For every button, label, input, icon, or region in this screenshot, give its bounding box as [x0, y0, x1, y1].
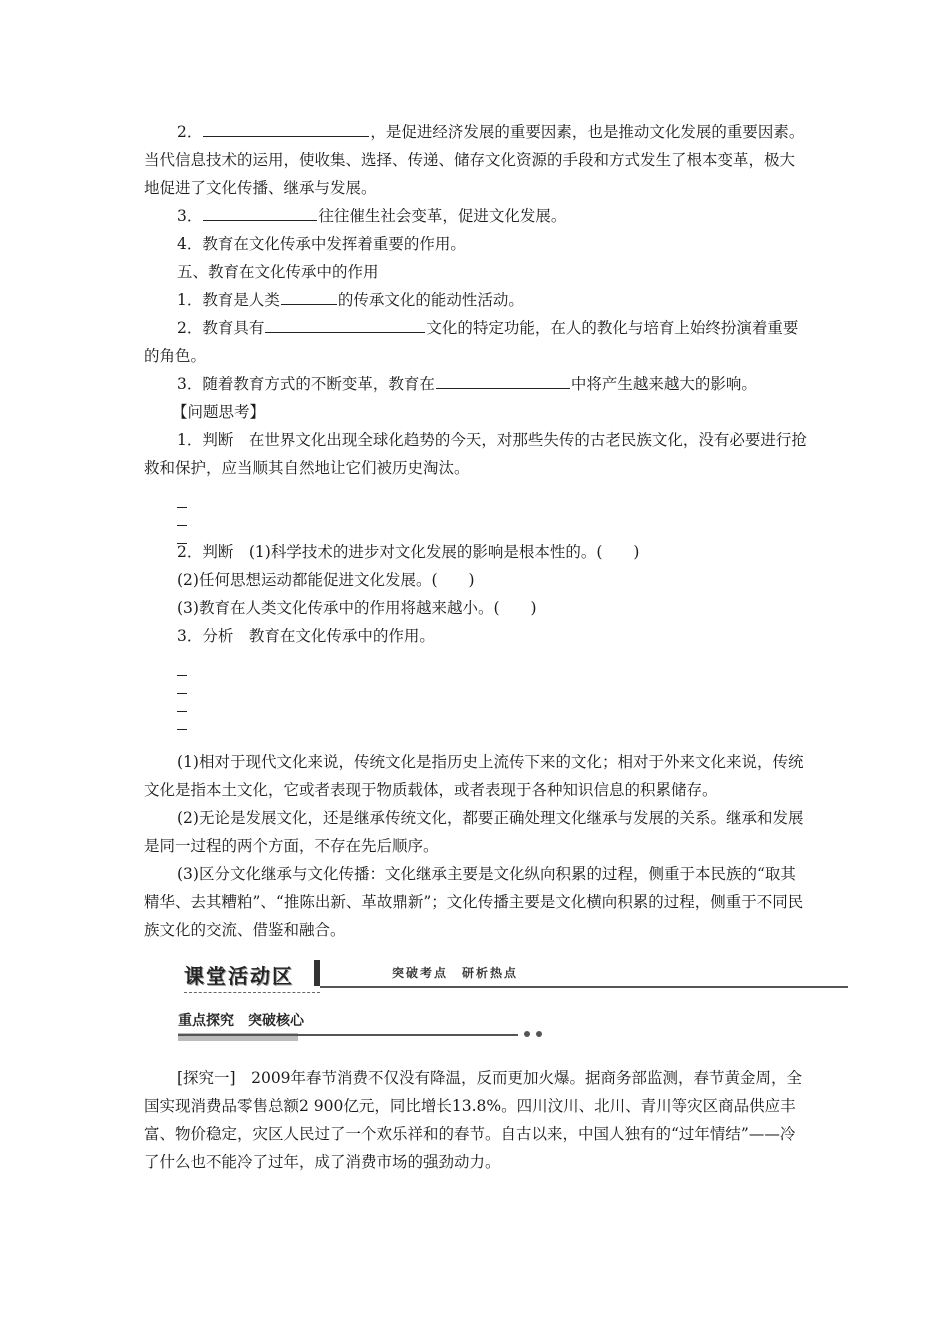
- sub-banner-rule: [178, 1034, 518, 1036]
- item-text: 3．随着教育方式的不断变革，教育在: [177, 375, 435, 393]
- item-text: ，是促进经济发展的重要因素，也是推动文化发展的重要因素。当代信息技术的运用，使收集、选择、传递、储存文化资源的手段和方式发生了根本变革，极大地促进了文化传播、继承与发展。: [144, 123, 805, 197]
- banner-title: 课堂活动区: [184, 964, 294, 988]
- note-3: (3)区分文化继承与文化传播：文化继承主要是文化纵向积累的过程，侧重于本民族的“取其精华、去其糟粕”、“推陈出新、革故鼎新”；文化传播主要是文化横向积累的过程，侧重于不同民族文化的交流、借鉴和融合。: [144, 865, 804, 939]
- fill-blank[interactable]: [265, 314, 425, 333]
- section-banner: [144, 958, 808, 998]
- question-3: 3．分析 教育在文化传承中的作用。: [177, 627, 435, 645]
- question-2: 2．判断 (1)科学技术的进步对文化发展的影响是根本性的。( ): [177, 543, 640, 561]
- s5-item2: [144, 314, 808, 370]
- fill-blank[interactable]: [203, 118, 369, 137]
- question-2c: (3)教育在人类文化传承中的作用将越来越小。( ): [177, 599, 537, 617]
- s4-item3: [144, 202, 808, 230]
- answer-line: [177, 694, 187, 712]
- sub-banner-title: 重点探究 突破核心: [178, 1013, 304, 1029]
- answer-line: [177, 712, 187, 730]
- s4-item2: [144, 118, 808, 202]
- dot-icon: [524, 1031, 530, 1037]
- answer-line: [177, 490, 187, 508]
- answer-lines[interactable]: [144, 658, 808, 730]
- note-2: (2)无论是发展文化，还是继承传统文化，都要正确处理文化继承与发展的关系。继承和发展是同一过程的两个方面，不存在先后顺序。: [144, 809, 804, 855]
- item-text: 中将产生越来越大的影响。: [570, 375, 757, 393]
- fill-blank[interactable]: [281, 286, 337, 305]
- item-text: 文化的特定功能，在人的教化与培育上始终扮演着重要的角色。: [144, 319, 799, 365]
- banner-bar: [314, 960, 320, 986]
- answer-line: [177, 658, 187, 676]
- s4-item4: 4．教育在文化传承中发挥着重要的作用。: [177, 235, 466, 253]
- banner-rule: [320, 986, 848, 988]
- question-1: 1．判断 在世界文化出现全球化趋势的今天，对那些失传的古老民族文化，没有必要进行抢救和保护，应当顺其自然地让它们被历史淘汰。: [144, 431, 807, 477]
- fill-blank[interactable]: [203, 202, 317, 221]
- s5-item3: [144, 370, 808, 398]
- item-text: 1．教育是人类: [177, 291, 280, 309]
- answer-line: [177, 508, 187, 526]
- banner-subtitle: 突破考点 研析热点: [392, 966, 519, 980]
- note-1: (1)相对于现代文化来说，传统文化是指历史上流传下来的文化；相对于外来文化来说，传统文化是指本土文化，它或者表现于物质载体，或者表现于各种知识信息的积累储存。: [144, 753, 804, 799]
- fill-blank[interactable]: [436, 370, 570, 389]
- questions-heading: 【问题思考】: [172, 403, 266, 421]
- answer-lines[interactable]: [144, 490, 808, 544]
- explore-1: [探究一] 2009年春节消费不仅没有降温，反而更加火爆。据商务部监测，春节黄金周，全国实现消费品零售总额2 900亿元，同比增长13.8%。四川汶川、北川、青川等灾区商品供应丰富、物价稳定，灾区人民过了一个欢乐祥和的春节。自古以来，中国人独有的“过年情结”——冷了什么也不能冷了过年，成了消费市场的强劲动力。: [144, 1069, 803, 1171]
- item-number: 2．: [177, 123, 203, 141]
- dot-icon: [536, 1031, 542, 1037]
- item-text: 2．教育具有: [177, 319, 265, 337]
- sub-banner: [144, 1008, 808, 1048]
- item-text: 往往催生社会变革，促进文化发展。: [318, 207, 567, 225]
- banner-dotted-rule: [184, 992, 320, 993]
- answer-line: [177, 676, 187, 694]
- question-2b: (2)任何思想运动都能促进文化发展。( ): [177, 571, 475, 589]
- s5-item1: [144, 286, 808, 314]
- document-page: [144, 118, 808, 1176]
- item-text: 的传承文化的能动性活动。: [337, 291, 524, 309]
- section5-heading: 五、教育在文化传承中的作用: [177, 263, 379, 281]
- item-number: 3．: [177, 207, 203, 225]
